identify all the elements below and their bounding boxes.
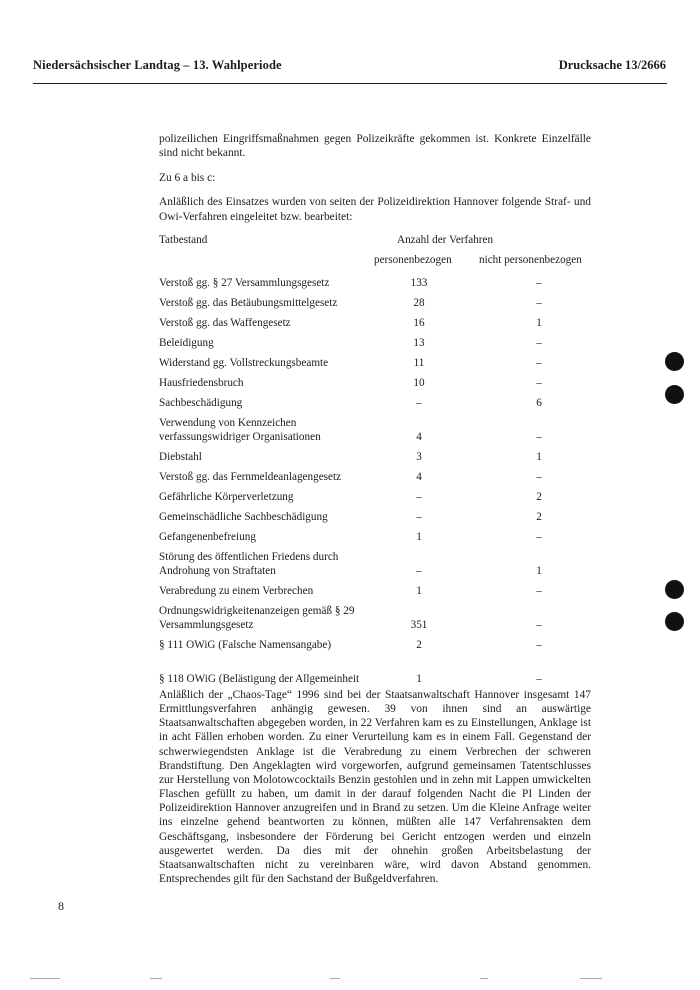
nonpersonal-count-cell: – bbox=[536, 471, 542, 483]
table-row bbox=[159, 270, 591, 290]
offense-cell: § 111 OWiG (Falsche Namensangabe) bbox=[159, 639, 332, 651]
personal-count-cell: 10 bbox=[413, 377, 425, 389]
personal-count-cell: 1 bbox=[416, 531, 422, 543]
punch-hole bbox=[665, 612, 684, 631]
personal-count-cell: 1 bbox=[416, 585, 422, 597]
nonpersonal-count-cell: – bbox=[536, 377, 542, 389]
nonpersonal-count-cell: – bbox=[536, 277, 542, 289]
offense-cell: Verstoß gg. § 27 Versammlungsgesetz bbox=[159, 277, 330, 289]
offense-cell: Verstoß gg. das Waffengesetz bbox=[159, 317, 291, 329]
column-header-count: Anzahl der Verfahren bbox=[397, 234, 494, 246]
personal-count-cell: – bbox=[416, 511, 422, 523]
document-number: Drucksache 13/2666 bbox=[558, 58, 666, 72]
personal-count-cell: 13 bbox=[413, 337, 425, 349]
body-text bbox=[159, 132, 591, 224]
proceedings-table bbox=[159, 233, 591, 686]
table-row bbox=[159, 598, 591, 632]
personal-count-cell: 2 bbox=[416, 639, 422, 651]
nonpersonal-count-cell: – bbox=[536, 639, 542, 651]
section-heading: Zu 6 a bis c: bbox=[159, 171, 216, 184]
table-row bbox=[159, 464, 591, 484]
offense-cell: Sachbeschädigung bbox=[159, 397, 243, 409]
table-row bbox=[159, 444, 591, 464]
page-number: 8 bbox=[58, 899, 64, 913]
personal-count-cell: 11 bbox=[413, 357, 425, 369]
personal-count-cell: 3 bbox=[416, 451, 422, 463]
personal-count-cell: 16 bbox=[413, 317, 425, 329]
personal-count-cell: – bbox=[416, 491, 422, 503]
nonpersonal-count-cell: – bbox=[536, 673, 542, 685]
closing-paragraph: Anläßlich der „Chaos-Tage“ 1996 sind bei der Staatsanwaltschaft Hannover insgesamt 147 Ermittlungsverfahren anhängig gewesen. 39 von ihnen sind an auswärtige Staatsanwaltschaften abgegeben worden, in 22 Verfahren kam es zu Einstellungen, Anklage ist in acht Fällen erhoben worden. Zu einer Verurteilung kam es in einem Fall. Gegenstand der schwerwiegendsten Anklage ist die Verabredung zu einem Verbrechen der schweren Brandstiftung. Den Angeklagten wird vorgeworfen, aufgrund gemeinsamen Tatentschlusses zur Herstellung von Molotowcocktails Benzin gestohlen und in zehn mit Lappen umwickelten Flaschen gefüllt zu haben, um damit in der darauf folgenden Nacht die PI Linden der Polizeidirektion Hannover anzugreifen und in Brand zu setzen. Um die Kleine Anfrage weiter ins einzelne gehend beantworten zu können, müßten alle 147 Verfahrensakten dem Geschäftsgang, insbesondere der Förderung bei Gericht entzogen werden und einzeln ausgewertet werden. Da dies mit der ohnehin großen Arbeitsbelastung der Staatsanwaltschaften nicht zu vereinbaren wäre, wird davon Abstand genommen. Entsprechendes gilt für den Sachstand der Bußgeldverfahren. bbox=[159, 689, 591, 886]
table-row bbox=[159, 290, 591, 310]
table-row bbox=[159, 350, 591, 370]
personal-count-cell: 133 bbox=[410, 277, 428, 289]
personal-count-cell: 28 bbox=[413, 297, 425, 309]
table-row bbox=[159, 330, 591, 350]
personal-count-cell: 1 bbox=[416, 673, 422, 685]
offense-cell: Verabredung zu einem Verbrechen bbox=[159, 585, 314, 597]
offense-cell: Ordnungswidrigkeitenanzeigen gemäß § 29 Versammlungsgesetz bbox=[159, 605, 355, 631]
personal-count-cell: 4 bbox=[416, 431, 422, 443]
nonpersonal-count-cell: 2 bbox=[536, 491, 542, 503]
table-row bbox=[159, 632, 591, 652]
header-rule bbox=[33, 83, 667, 84]
personal-count-cell: – bbox=[416, 397, 422, 409]
nonpersonal-count-cell: – bbox=[536, 431, 542, 443]
personal-count-cell: 4 bbox=[416, 471, 422, 483]
table-row bbox=[159, 370, 591, 390]
header-title: Niedersächsischer Landtag – 13. Wahlperiode bbox=[33, 58, 282, 72]
offense-cell: Verstoß gg. das Betäubungsmittelgesetz bbox=[159, 297, 338, 309]
table-body bbox=[159, 270, 591, 686]
offense-cell: Gefährliche Körperverletzung bbox=[159, 491, 294, 503]
offense-cell: Verwendung von Kennzeichen verfassungswidriger Organisationen bbox=[159, 417, 321, 443]
intro-paragraph: polizeilichen Eingriffsmaßnahmen gegen Polizeikräfte gekommen ist. Konkrete Einzelfälle sind nicht bekannt. bbox=[159, 133, 591, 160]
table-row bbox=[159, 578, 591, 598]
offense-cell: Störung des öffentlichen Friedens durch Androhung von Straftaten bbox=[159, 551, 339, 577]
punch-hole bbox=[665, 352, 684, 371]
table-row bbox=[159, 544, 591, 578]
nonpersonal-count-cell: 1 bbox=[536, 565, 542, 577]
offense-cell: Gemeinschädliche Sachbeschädigung bbox=[159, 511, 328, 523]
offense-cell: Widerstand gg. Vollstreckungsbeamte bbox=[159, 357, 329, 369]
offense-cell: Verstoß gg. das Fernmeldeanlagengesetz bbox=[159, 471, 342, 483]
column-header-nonpersonal: nicht personenbezogen bbox=[479, 254, 582, 266]
offense-cell: Beleidigung bbox=[159, 337, 214, 349]
table-row bbox=[159, 524, 591, 544]
punch-hole bbox=[665, 385, 684, 404]
nonpersonal-count-cell: – bbox=[536, 357, 542, 369]
nonpersonal-count-cell: – bbox=[536, 585, 542, 597]
table-row bbox=[159, 390, 591, 410]
nonpersonal-count-cell: – bbox=[536, 297, 542, 309]
table-row bbox=[159, 484, 591, 504]
table-row bbox=[159, 310, 591, 330]
column-header-personal: personenbezogen bbox=[374, 254, 452, 266]
personal-count-cell: 351 bbox=[410, 619, 428, 631]
nonpersonal-count-cell: 1 bbox=[536, 451, 542, 463]
offense-cell: Hausfriedensbruch bbox=[159, 377, 244, 389]
personal-count-cell: – bbox=[416, 565, 422, 577]
nonpersonal-count-cell: – bbox=[536, 619, 542, 631]
punch-hole bbox=[665, 580, 684, 599]
offense-cell: Diebstahl bbox=[159, 451, 202, 463]
nonpersonal-count-cell: 2 bbox=[536, 511, 542, 523]
table-row bbox=[159, 504, 591, 524]
nonpersonal-count-cell: – bbox=[536, 531, 542, 543]
offense-cell: § 118 OWiG (Belästigung der Allgemeinheit bbox=[159, 673, 360, 685]
table-header bbox=[159, 233, 591, 273]
column-header-offense: Tatbestand bbox=[159, 234, 208, 246]
offense-cell: Gefangenenbefreiung bbox=[159, 531, 256, 543]
nonpersonal-count-cell: 1 bbox=[536, 317, 542, 329]
scan-artifacts bbox=[0, 978, 700, 982]
table-row bbox=[159, 652, 591, 686]
table-row bbox=[159, 410, 591, 444]
nonpersonal-count-cell: 6 bbox=[536, 397, 542, 409]
nonpersonal-count-cell: – bbox=[536, 337, 542, 349]
table-intro-paragraph: Anläßlich des Einsatzes wurden von seiten der Polizeidirektion Hannover folgende Straf- und Owi-Verfahren eingeleitet bzw. bearbeitet: bbox=[159, 196, 591, 223]
